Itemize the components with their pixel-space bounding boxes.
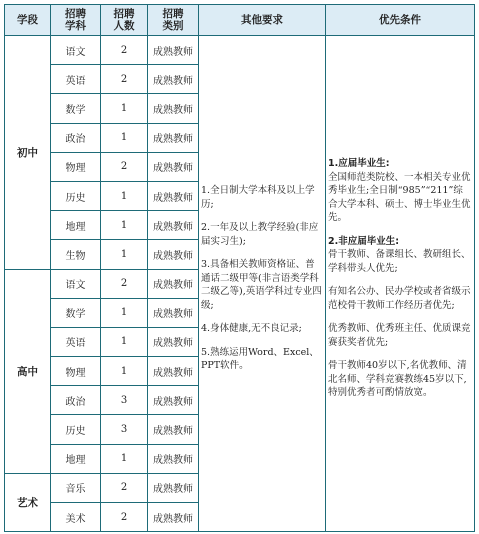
subject-cell: 美术 bbox=[51, 503, 101, 532]
type-cell: 成熟教师 bbox=[148, 298, 199, 327]
count-cell: 3 bbox=[101, 415, 148, 444]
subject-cell: 语文 bbox=[51, 269, 101, 298]
non-graduates-item: 优秀教师、优秀班主任、优质课竞赛获奖者优先; bbox=[328, 323, 471, 348]
type-cell: 成熟教师 bbox=[148, 327, 199, 356]
count-cell: 1 bbox=[101, 357, 148, 386]
count-cell: 1 bbox=[101, 327, 148, 356]
requirement-item: 1.全日制大学本科及以上学历; bbox=[201, 185, 315, 210]
header-stage: 学段 bbox=[5, 5, 51, 36]
subject-cell: 历史 bbox=[51, 181, 101, 210]
table-body bbox=[5, 36, 475, 532]
requirement-item: 3.具备相关教师资格证、普通话二级甲等(非言语类学科二级乙等),英语学科过专业四级; bbox=[201, 259, 322, 311]
header-row bbox=[5, 5, 475, 36]
subject-cell: 数学 bbox=[51, 94, 101, 123]
subject-cell: 历史 bbox=[51, 415, 101, 444]
table-row bbox=[5, 36, 475, 65]
count-cell: 1 bbox=[101, 181, 148, 210]
type-cell: 成熟教师 bbox=[148, 444, 199, 473]
type-cell: 成熟教师 bbox=[148, 65, 199, 94]
non-graduates-item: 有知名公办、民办学校或者省级示范校骨干教师工作经历者优先; bbox=[328, 286, 471, 311]
type-cell: 成熟教师 bbox=[148, 94, 199, 123]
count-cell: 1 bbox=[101, 211, 148, 240]
type-cell: 成熟教师 bbox=[148, 240, 199, 269]
subject-cell: 音乐 bbox=[51, 473, 101, 502]
count-cell: 1 bbox=[101, 123, 148, 152]
requirement-item: 4.身体健康,无不良记录; bbox=[201, 323, 302, 335]
count-cell: 2 bbox=[101, 503, 148, 532]
graduates-text: 全国师范类院校、一本相关专业优秀毕业生;全日制“985”“211”综合大学本科、硕士、博士毕业生优先。 bbox=[328, 171, 471, 224]
stage-cell: 高中 bbox=[5, 269, 51, 473]
count-cell: 1 bbox=[101, 444, 148, 473]
subject-cell: 政治 bbox=[51, 386, 101, 415]
count-cell: 2 bbox=[101, 473, 148, 502]
priority-conditions-cell bbox=[326, 36, 475, 532]
type-cell: 成熟教师 bbox=[148, 415, 199, 444]
header-other-requirements: 其他要求 bbox=[199, 5, 326, 36]
count-cell: 2 bbox=[101, 152, 148, 181]
non-graduates-heading: 2.非应届毕业生: bbox=[328, 235, 400, 247]
subject-cell: 物理 bbox=[51, 357, 101, 386]
type-cell: 成熟教师 bbox=[148, 123, 199, 152]
type-cell: 成熟教师 bbox=[148, 152, 199, 181]
subject-cell: 英语 bbox=[51, 327, 101, 356]
subject-cell: 地理 bbox=[51, 444, 101, 473]
stage-cell: 艺术 bbox=[5, 473, 51, 531]
type-cell: 成熟教师 bbox=[148, 473, 199, 502]
subject-cell: 物理 bbox=[51, 152, 101, 181]
requirement-item: 2.一年及以上教学经验(非应届实习生); bbox=[201, 222, 319, 247]
subject-cell: 政治 bbox=[51, 123, 101, 152]
other-requirements-cell bbox=[199, 36, 326, 532]
header-subject: 招聘 学科 bbox=[51, 5, 101, 36]
header-count: 招聘 人数 bbox=[101, 5, 148, 36]
requirement-item: 5.熟练运用Word、Excel、PPT软件。 bbox=[201, 346, 319, 372]
subject-cell: 数学 bbox=[51, 298, 101, 327]
count-cell: 2 bbox=[101, 269, 148, 298]
type-cell: 成熟教师 bbox=[148, 211, 199, 240]
count-cell: 1 bbox=[101, 240, 148, 269]
type-cell: 成熟教师 bbox=[148, 357, 199, 386]
type-cell: 成熟教师 bbox=[148, 269, 199, 298]
count-cell: 1 bbox=[101, 94, 148, 123]
type-cell: 成熟教师 bbox=[148, 386, 199, 415]
stage-cell: 初中 bbox=[5, 36, 51, 270]
non-graduates-item: 骨干教师40岁以下,名优教师、清北名师、学科竞赛教练45岁以下,特别优秀者可酌情放宽。 bbox=[328, 360, 467, 399]
subject-cell: 地理 bbox=[51, 211, 101, 240]
count-cell: 3 bbox=[101, 386, 148, 415]
subject-cell: 语文 bbox=[51, 36, 101, 65]
non-graduates-item: 骨干教师、备课组长、教研组长、学科带头人优先; bbox=[328, 249, 471, 274]
header-type: 招聘 类别 bbox=[148, 5, 199, 36]
count-cell: 2 bbox=[101, 36, 148, 65]
subject-cell: 生物 bbox=[51, 240, 101, 269]
recruitment-table bbox=[4, 4, 475, 532]
type-cell: 成熟教师 bbox=[148, 36, 199, 65]
graduates-heading: 1.应届毕业生: bbox=[328, 158, 390, 170]
header-priority-conditions: 优先条件 bbox=[326, 5, 475, 36]
type-cell: 成熟教师 bbox=[148, 503, 199, 532]
count-cell: 2 bbox=[101, 65, 148, 94]
count-cell: 1 bbox=[101, 298, 148, 327]
type-cell: 成熟教师 bbox=[148, 181, 199, 210]
subject-cell: 英语 bbox=[51, 65, 101, 94]
